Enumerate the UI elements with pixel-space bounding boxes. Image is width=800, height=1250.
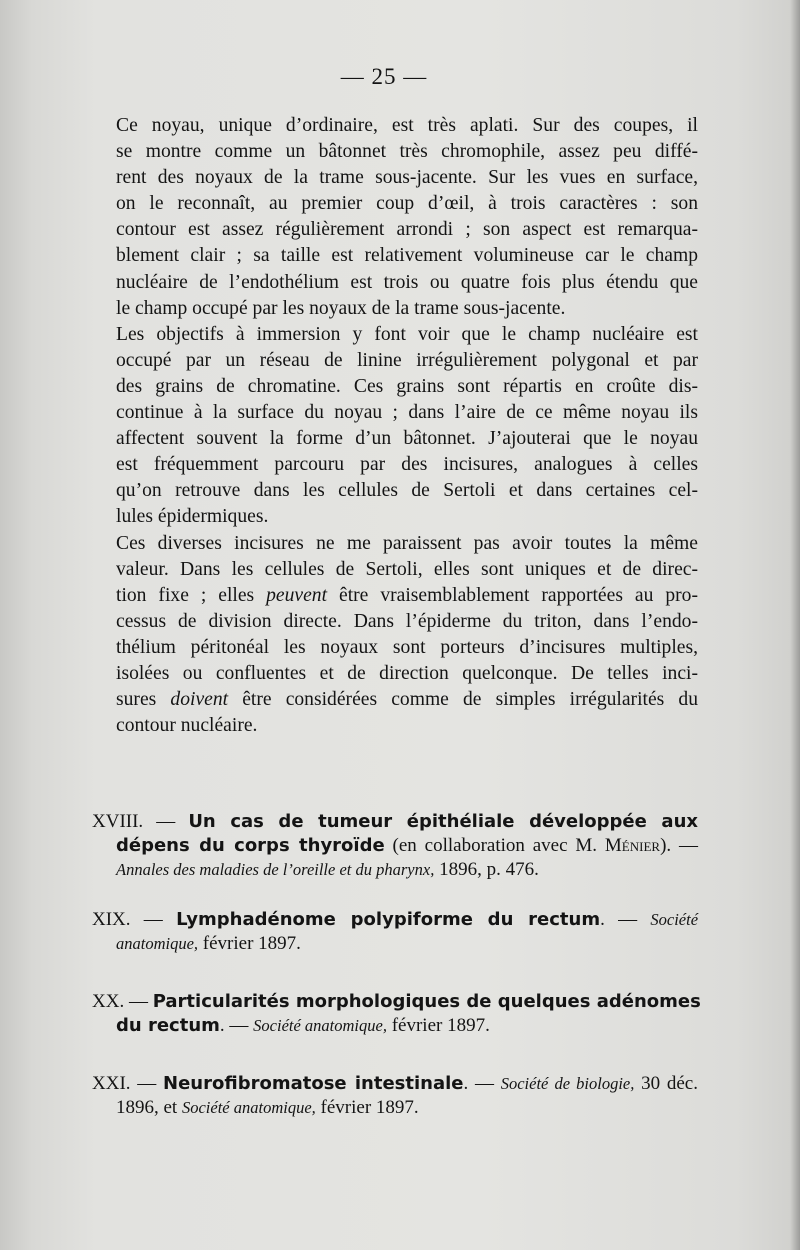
- text-line: qu’on retrouve dans les cellules de Sertoli et dans certaines cel-: [116, 480, 698, 502]
- page-edge-shadow: [790, 0, 800, 1250]
- paragraph-3: [116, 531, 698, 740]
- text-line: est fréquemment parcouru par des incisures, analogues à celles: [116, 454, 698, 476]
- body-text: [116, 113, 698, 739]
- text-line: nucléaire de l’endothélium est trois ou quatre fois plus étendu que: [116, 271, 698, 293]
- text-line: blement clair ; sa taille est relativement volumineuse car le champ: [116, 245, 698, 267]
- entry-number: XXI.: [92, 1073, 131, 1094]
- biblio-line: [92, 834, 698, 858]
- entry-source: Société anatomique,: [253, 1016, 387, 1035]
- entry-title: Lymphadénome polypiforme du rectum: [176, 909, 601, 930]
- text-fragment: être vraisemblablement rapportées au pro-: [327, 584, 698, 606]
- entry-source: anatomique,: [116, 934, 199, 953]
- text-line: continue à la surface du noyau ; dans l’aire de ce même noyau ils: [116, 402, 698, 424]
- entry-source: Société anatomique,: [181, 1098, 316, 1117]
- text-line: le champ occupé par les noyaux de la trame sous-jacente.: [116, 297, 566, 319]
- entry-title: dépens du corps thyroïde: [116, 835, 385, 856]
- collaboration-end: ). —: [660, 835, 698, 856]
- text-line: rent des noyaux de la trame sous-jacente. Sur les vues en surface,: [116, 167, 698, 189]
- source-date: 30 déc.: [634, 1073, 698, 1094]
- paragraph-2: [116, 322, 698, 531]
- text-line: [116, 687, 698, 713]
- entry-title: Particularités morphologiques de quelques adénomes: [152, 991, 701, 1012]
- text-line: cessus de division directe. Dans l’épiderme du triton, dans l’endo-: [116, 610, 698, 632]
- bibliography-entry-xxi: [92, 1072, 698, 1120]
- text-fragment: 1896, et: [116, 1097, 182, 1118]
- text-line: [116, 583, 698, 609]
- dash: —: [124, 991, 153, 1012]
- bibliography-entry-xx: [92, 990, 701, 1038]
- text-line: occupé par un réseau de linine irrégulièrement polygonal et par: [116, 349, 698, 371]
- text-fragment: être considérées comme de simples irrégularités du: [228, 689, 699, 711]
- text-fragment: tion fixe ; elles: [116, 584, 267, 606]
- dash: —: [143, 811, 189, 832]
- text-line: affectent souvent la forme d’un bâtonnet. J’ajouterai que le noyau: [116, 428, 698, 450]
- text-line: se montre comme un bâtonnet très chromophile, assez peu diffé-: [116, 141, 698, 163]
- dash: —: [130, 1073, 164, 1094]
- separator: . —: [600, 909, 651, 930]
- text-line: Ces diverses incisures ne me paraissent pas avoir toutes la même: [116, 532, 698, 554]
- collaborator-name: Ménier: [604, 835, 661, 856]
- italic-word: doivent: [170, 689, 229, 711]
- biblio-line: [92, 1096, 698, 1120]
- biblio-line: [92, 990, 701, 1014]
- biblio-line: [92, 1014, 698, 1038]
- biblio-line: [92, 1072, 698, 1096]
- entry-title: Un cas de tumeur épithéliale développée aux: [188, 811, 698, 832]
- source-date: février 1897.: [386, 1015, 490, 1036]
- entry-title: du rectum: [116, 1015, 220, 1036]
- entry-number: XX.: [92, 991, 125, 1012]
- entry-source: Société: [650, 910, 699, 929]
- source-date: février 1897.: [315, 1097, 419, 1118]
- text-line: contour nucléaire.: [116, 715, 258, 737]
- biblio-line: [92, 908, 698, 932]
- text-line: isolées ou confluentes et de direction quelconque. De telles inci-: [116, 662, 698, 684]
- text-line: lules épidermiques.: [116, 506, 269, 528]
- text-line: Ce noyau, unique d’ordinaire, est très aplati. Sur des coupes, il: [116, 115, 698, 136]
- text-fragment: sures: [116, 689, 171, 711]
- collaboration-note: (en collaboration avec M.: [384, 835, 605, 856]
- dash: —: [130, 909, 177, 930]
- separator: . —: [463, 1073, 501, 1094]
- text-line: Les objectifs à immersion y font voir que le champ nucléaire est: [116, 323, 698, 345]
- biblio-line: [92, 810, 698, 834]
- text-line: des grains de chromatine. Ces grains sont répartis en croûte dis-: [116, 375, 698, 397]
- entry-title: Neurofibromatose intestinale: [163, 1073, 464, 1094]
- entry-source: Société de biologie,: [500, 1074, 635, 1093]
- entry-number: XIX.: [92, 909, 131, 930]
- separator: . —: [219, 1015, 254, 1036]
- bibliography-entry-xviii: [92, 810, 698, 882]
- paragraph-1: [116, 113, 698, 322]
- text-line: on le reconnaît, au premier coup d’œil, à trois caractères : son: [116, 193, 698, 215]
- text-line: contour est assez régulièrement arrondi ; son aspect est remarqua-: [116, 219, 698, 241]
- source-date: février 1897.: [198, 933, 301, 954]
- bibliography-entry-xix: [92, 908, 698, 956]
- biblio-line: [92, 858, 698, 882]
- entry-number: XVIII.: [92, 811, 144, 832]
- page-number: — 25 —: [340, 64, 428, 89]
- text-line: thélium péritonéal les noyaux sont porteurs d’incisures multiples,: [116, 636, 698, 658]
- entry-source: Annales des maladies de l’oreille et du pharynx,: [116, 860, 435, 879]
- text-line: valeur. Dans les cellules de Sertoli, elles sont uniques et de direc-: [116, 558, 698, 580]
- biblio-line: [92, 932, 698, 956]
- source-date: 1896, p. 476.: [434, 859, 539, 880]
- italic-word: peuvent: [266, 584, 328, 606]
